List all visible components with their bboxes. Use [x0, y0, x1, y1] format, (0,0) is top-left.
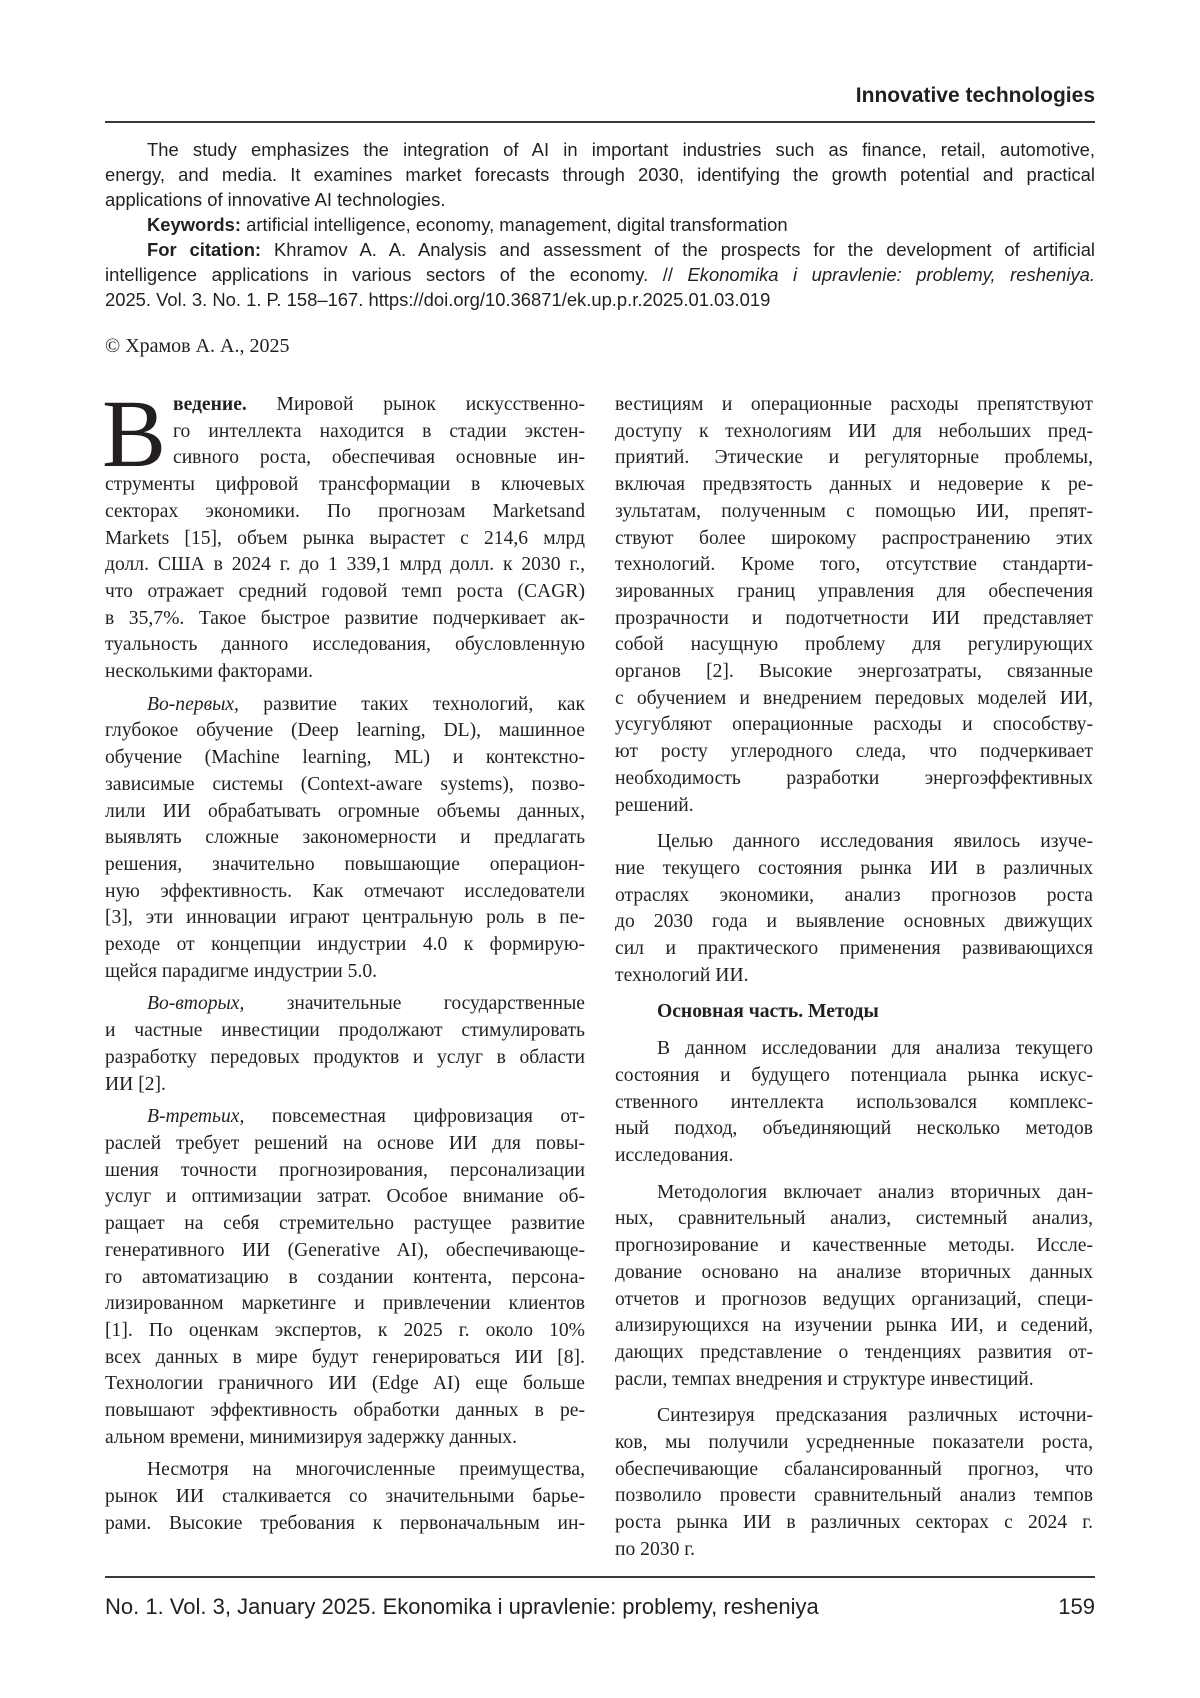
- line-text: ствуют более широкому распространению этих: [615, 528, 1093, 549]
- line-text: альном времени, минимизируя задержку данных.: [105, 1427, 517, 1448]
- line-text: Несмотря на многочисленные преимущества,: [147, 1459, 585, 1480]
- line-text: исследования.: [615, 1145, 733, 1166]
- line-text: разработку передовых продуктов и услуг в области: [105, 1047, 585, 1068]
- citation-label: For citation:: [147, 239, 261, 260]
- line-text: до 2030 года и выявление основных движущих: [615, 911, 1093, 932]
- text-line: [105, 472, 585, 499]
- text-line: [105, 1511, 585, 1538]
- line-text: ных, сравнительный анализ, системный анализ,: [615, 1208, 1093, 1229]
- citation-line: [105, 262, 1095, 287]
- text-line: [105, 1318, 585, 1345]
- line-text: несколькими факторами.: [105, 661, 313, 682]
- paragraph: [615, 1403, 1093, 1563]
- right-column: [615, 392, 1093, 1564]
- text-line: [105, 1018, 585, 1045]
- text-line: [105, 1238, 585, 1265]
- paragraph: [105, 392, 585, 686]
- line-text: дование основано на анализе вторичных данных: [615, 1262, 1093, 1283]
- keywords-label: Keywords:: [147, 214, 241, 235]
- keywords-text: artificial intelligence, economy, management, digital transformation: [241, 214, 788, 235]
- text-line: [615, 606, 1093, 633]
- line-text: решений.: [615, 795, 694, 816]
- line-text: усугубляют операционные расходы и способству-: [615, 714, 1093, 735]
- line-text: секторах экономики. По прогнозам Marketsand: [105, 501, 585, 522]
- text-line: [105, 552, 585, 579]
- text-line: [105, 1131, 585, 1158]
- line-text: развитие таких технологий, как: [239, 694, 585, 715]
- text-line: [105, 659, 585, 686]
- text-line: [105, 1265, 585, 1292]
- line-text: зированных границ управления для обеспечения: [615, 581, 1093, 602]
- text-line: [105, 445, 585, 472]
- text-line: [105, 718, 585, 745]
- footer-journal-info: No. 1. Vol. 3, January 2025. Ekonomika i upravlenie: problemy, resheniya: [105, 1594, 819, 1620]
- text-line: [105, 1072, 585, 1099]
- text-line: [105, 1457, 585, 1484]
- line-text: расли, темпах внедрения и структуре инвестиций.: [615, 1369, 1034, 1390]
- line-text: туальность данного исследования, обусловленную: [105, 634, 585, 655]
- text-line: [615, 1036, 1093, 1063]
- text-line: [615, 712, 1093, 739]
- line-text: по 2030 г.: [615, 1539, 695, 1560]
- text-line: [615, 1206, 1093, 1233]
- text-line: [105, 959, 585, 986]
- text-line: [615, 963, 1093, 990]
- line-text: рами. Высокие требования к первоначальным ин-: [105, 1513, 585, 1534]
- text-line: [105, 1345, 585, 1372]
- paragraph-lead: ведение.: [173, 394, 247, 415]
- line-text: го интеллекта находится в стадии экстен-: [173, 421, 585, 442]
- line-text: раслей требует решений на основе ИИ для повы-: [105, 1133, 585, 1154]
- line-text: приятий. Этические и регуляторные проблемы,: [615, 447, 1093, 468]
- text-line: [615, 1367, 1093, 1394]
- text-line: [105, 1158, 585, 1185]
- line-text: необходимость разработки энергоэффективных: [615, 768, 1093, 789]
- text-line: [105, 745, 585, 772]
- line-text: зависимые системы (Context-aware systems), позво-: [105, 774, 585, 795]
- text-line: [105, 1371, 585, 1398]
- text-line: [105, 1045, 585, 1072]
- text-line: [105, 1398, 585, 1425]
- text-line: [615, 1403, 1093, 1430]
- line-text: зультатам, полученным с помощью ИИ, препят-: [615, 501, 1093, 522]
- text-line: [615, 1340, 1093, 1367]
- line-text: го автоматизацию в создании контента, персона-: [105, 1267, 585, 1288]
- line-text: доступу к технологиям ИИ для небольших пред-: [615, 421, 1093, 442]
- text-line: [615, 1233, 1093, 1260]
- text-line: [615, 1457, 1093, 1484]
- line-text: долл. США в 2024 г. до 1 339,1 млрд долл. к 2030 г.,: [105, 554, 585, 575]
- line-text: ние текущего состояния рынка ИИ в различных: [615, 858, 1093, 879]
- line-text: ную эффективность. Как отмечают исследователи: [105, 881, 585, 902]
- text-line: [615, 936, 1093, 963]
- text-line: [105, 419, 585, 446]
- text-line: [615, 883, 1093, 910]
- line-text: ИИ [2].: [105, 1074, 166, 1095]
- journal-name: Ekonomika i upravlenie: problemy, resheniya.: [688, 264, 1095, 285]
- line-text: Мировой рынок искусственно-: [247, 394, 585, 415]
- line-text: органов [2]. Высокие энергозатраты, связанные: [615, 661, 1093, 682]
- text-line: [105, 526, 585, 553]
- text-line: [615, 526, 1093, 553]
- line-text: технологий ИИ.: [615, 965, 749, 986]
- line-text: всех данных в мире будут генерироваться ИИ [8].: [105, 1347, 585, 1368]
- citation-line: [105, 237, 1095, 262]
- footer-rule: [105, 1576, 1095, 1578]
- line-text: Технологии граничного ИИ (Edge AI) еще больше: [105, 1373, 585, 1394]
- text-line: [615, 659, 1093, 686]
- line-text: Markets [15], объем рынка вырастет с 214,6 млрд: [105, 528, 585, 549]
- line-text: выявлять сложные закономерности и предлагать: [105, 827, 585, 848]
- abstract-line: applications of innovative AI technologies.: [105, 187, 1095, 212]
- line-text: шения точности прогнозирования, персонализации: [105, 1160, 585, 1181]
- line-text: услуг и оптимизации затрат. Особое внимание об-: [105, 1186, 585, 1207]
- line-text: собой насущную проблему для регулирующих: [615, 634, 1093, 655]
- line-text: сивного роста, обеспечивая основные ин-: [173, 447, 585, 468]
- line-text: струменты цифровой трансформации в ключевых: [105, 474, 585, 495]
- line-text: ализирующихся на изучении рынка ИИ, и седений,: [615, 1315, 1093, 1336]
- line-text: ственного интеллекта использовался комплекс-: [615, 1092, 1093, 1113]
- text-line: [615, 1510, 1093, 1537]
- line-text: ют росту углеродного следа, что подчеркивает: [615, 741, 1093, 762]
- text-line: [105, 879, 585, 906]
- line-text: повышают эффективность обработки данных в ре-: [105, 1400, 585, 1421]
- text-line: [105, 392, 585, 419]
- text-line: [615, 632, 1093, 659]
- line-text: сил и практического применения развивающихся: [615, 938, 1093, 959]
- text-line: [105, 932, 585, 959]
- text-line: [615, 419, 1093, 446]
- text-line: [615, 579, 1093, 606]
- text-line: [615, 1430, 1093, 1457]
- text-line: [105, 799, 585, 826]
- line-text: ный подход, объединяющий несколько методов: [615, 1118, 1093, 1139]
- paragraph-lead: Во-первых,: [147, 694, 239, 715]
- text-line: [615, 686, 1093, 713]
- left-column: [105, 392, 585, 1538]
- line-text: и частные инвестиции продолжают стимулировать: [105, 1020, 585, 1041]
- line-text: генеративного ИИ (Generative AI), обеспечивающе-: [105, 1240, 585, 1261]
- text-line: [105, 905, 585, 932]
- line-text: лизированном маркетинге и привлечении клиентов: [105, 1293, 585, 1314]
- paragraph: [105, 991, 585, 1098]
- text-line: [615, 793, 1093, 820]
- text-line: [105, 499, 585, 526]
- text-line: [105, 1425, 585, 1452]
- text-line: [615, 1063, 1093, 1090]
- citation-text: intelligence applications in various sectors of the economy. //: [105, 264, 688, 285]
- line-text: рынок ИИ сталкивается со значительными барье-: [105, 1486, 585, 1507]
- line-text: что отражает средний годовой темп роста (CAGR): [105, 581, 585, 602]
- text-line: [615, 1537, 1093, 1564]
- citation-text: Khramov A. A. Analysis and assessment of the prospects for the development of artificial: [261, 239, 1095, 260]
- line-text: Основная часть. Методы: [657, 1001, 879, 1022]
- line-text: значительные государственные: [244, 993, 585, 1014]
- text-line: [105, 1484, 585, 1511]
- line-text: отраслях экономики, анализ прогнозов роста: [615, 885, 1093, 906]
- text-line: [615, 1313, 1093, 1340]
- line-text: обучение (Machine learning, ML) и контекстно-: [105, 747, 585, 768]
- paragraph: [615, 1036, 1093, 1170]
- text-line: [615, 472, 1093, 499]
- abstract-line: energy, and media. It examines market forecasts through 2030, identifying the growth potential and practical: [105, 162, 1095, 187]
- text-line: [105, 825, 585, 852]
- paragraph-lead: Во-вторых,: [147, 993, 244, 1014]
- text-line: [615, 829, 1093, 856]
- line-text: Целью данного исследования явилось изуче-: [657, 831, 1093, 852]
- line-text: [1]. По оценкам экспертов, к 2025 г. около 10%: [105, 1320, 585, 1341]
- text-line: [105, 692, 585, 719]
- paragraph: [615, 829, 1093, 989]
- text-line: [615, 1180, 1093, 1207]
- paragraph: [105, 692, 585, 986]
- line-text: решения, значительно повышающие операцион-: [105, 854, 585, 875]
- text-line: [105, 606, 585, 633]
- header-rule: [105, 121, 1095, 123]
- line-text: ращает на себя стремительно растущее развитие: [105, 1213, 585, 1234]
- line-text: отчетов и прогнозов ведущих организаций, специ-: [615, 1289, 1093, 1310]
- text-line: [105, 632, 585, 659]
- line-text: позволило провести сравнительный анализ темпов: [615, 1485, 1093, 1506]
- text-line: [615, 739, 1093, 766]
- text-line: [615, 1483, 1093, 1510]
- text-line: [615, 1116, 1093, 1143]
- section-heading: [615, 999, 1093, 1026]
- line-text: повсеместная цифровизация от-: [244, 1106, 585, 1127]
- text-line: [615, 1143, 1093, 1170]
- text-line: [105, 852, 585, 879]
- text-line: [105, 1104, 585, 1131]
- running-head-section-title: Innovative technologies: [856, 84, 1095, 108]
- line-text: прогнозирование и качественные методы. Иссле-: [615, 1235, 1093, 1256]
- line-text: Синтезируя предсказания различных источни-: [657, 1405, 1093, 1426]
- text-line: [105, 1291, 585, 1318]
- line-text: дающих представление о тенденциях развития от-: [615, 1342, 1093, 1363]
- line-text: роста рынка ИИ в различных секторах с 2024 г.: [615, 1512, 1093, 1533]
- abstract-line: The study emphasizes the integration of AI in important industries such as finance, retail, automotive,: [105, 137, 1095, 162]
- line-text: лили ИИ обрабатывать огромные объемы данных,: [105, 801, 585, 822]
- line-text: в 35,7%. Такое быстрое развитие подчеркивает ак-: [105, 608, 585, 629]
- line-text: В данном исследовании для анализа текущего: [657, 1038, 1093, 1059]
- paragraph: [615, 1180, 1093, 1394]
- text-line: [615, 909, 1093, 936]
- text-line: [615, 999, 1093, 1026]
- line-text: реходе от концепции индустрии 4.0 к формирую-: [105, 934, 585, 955]
- paragraph: [105, 1457, 585, 1537]
- paragraph: [105, 1104, 585, 1451]
- text-line: [615, 1090, 1093, 1117]
- text-line: [615, 856, 1093, 883]
- line-text: прозрачности и подотчетности ИИ представляет: [615, 608, 1093, 629]
- text-line: [615, 1260, 1093, 1287]
- line-text: Методология включает анализ вторичных дан-: [657, 1182, 1093, 1203]
- line-text: включая предвзятость данных и недоверие к ре-: [615, 474, 1093, 495]
- text-line: [105, 579, 585, 606]
- line-text: ков, мы получили усредненные показатели роста,: [615, 1432, 1093, 1453]
- keywords: [105, 212, 1095, 237]
- text-line: [105, 1184, 585, 1211]
- text-line: [615, 766, 1093, 793]
- line-text: технологий. Кроме того, отсутствие стандарти-: [615, 554, 1093, 575]
- paragraph: [615, 392, 1093, 819]
- abstract: [105, 137, 1095, 312]
- line-text: состояния и будущего потенциала рынка искус-: [615, 1065, 1093, 1086]
- drop-cap: В: [102, 386, 166, 482]
- text-line: [615, 1287, 1093, 1314]
- text-line: [615, 499, 1093, 526]
- paragraph-lead: В-третьих,: [147, 1106, 244, 1127]
- line-text: с обучением и внедрением передовых моделей ИИ,: [615, 688, 1093, 709]
- line-text: [3], эти инновации играют центральную роль в пе-: [105, 907, 585, 928]
- line-text: обеспечивающие сбалансированный прогноз, что: [615, 1459, 1093, 1480]
- text-line: [615, 392, 1093, 419]
- line-text: вестициям и операционные расходы препятствуют: [615, 394, 1093, 415]
- page-number: 159: [1058, 1594, 1095, 1620]
- text-line: [105, 991, 585, 1018]
- line-text: глубокое обучение (Deep learning, DL), машинное: [105, 720, 585, 741]
- text-line: [105, 1211, 585, 1238]
- line-text: щейся парадигме индустрии 5.0.: [105, 961, 377, 982]
- citation-doi-line[interactable]: 2025. Vol. 3. No. 1. P. 158–167. https://doi.org/10.36871/ek.up.p.r.2025.01.03.019: [105, 287, 1095, 312]
- text-line: [615, 445, 1093, 472]
- text-line: [105, 772, 585, 799]
- copyright: © Храмов А. А., 2025: [105, 335, 290, 358]
- text-line: [615, 552, 1093, 579]
